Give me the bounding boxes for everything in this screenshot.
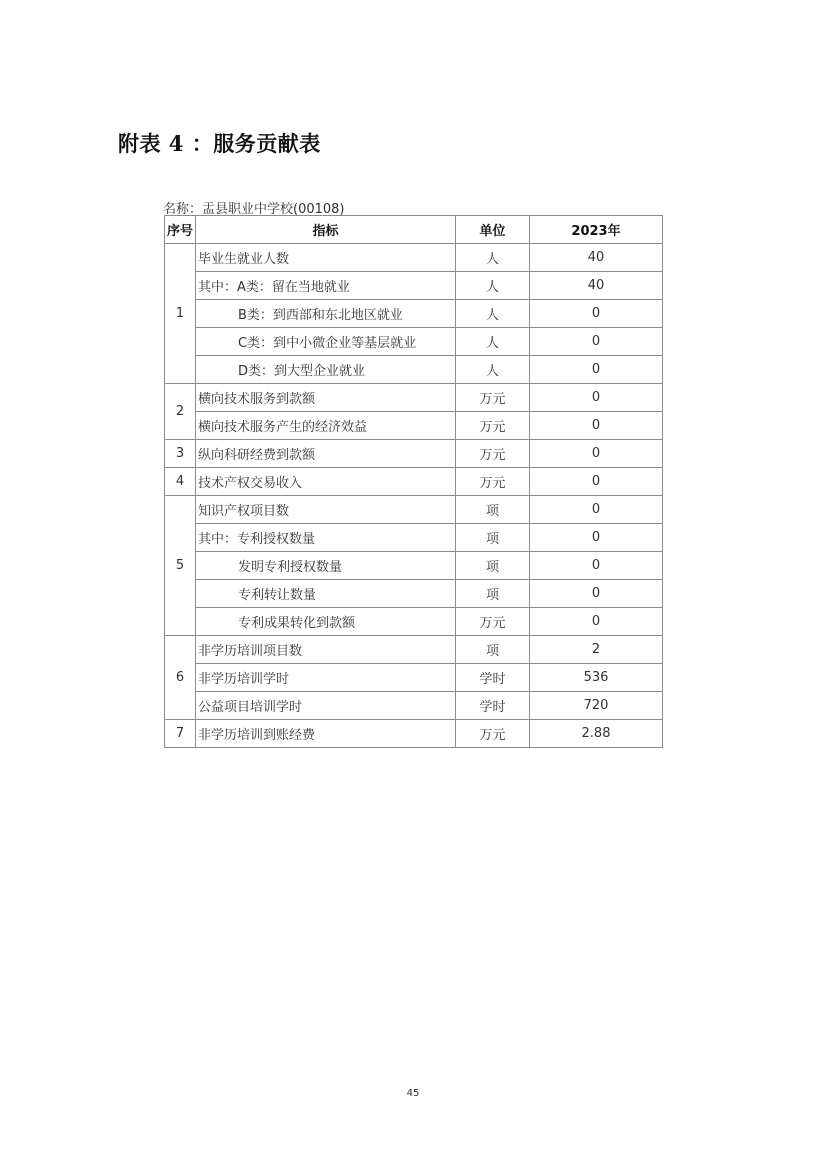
value-cell: 0: [530, 580, 663, 608]
unit-cell: 项: [456, 496, 530, 524]
value-cell: 0: [530, 356, 663, 384]
indicator-cell: 专利成果转化到款额: [196, 608, 456, 636]
header-year: 2023年: [530, 216, 663, 244]
table-row: [165, 412, 663, 440]
value-cell: 40: [530, 244, 663, 272]
unit-cell: 万元: [456, 384, 530, 412]
value-cell: 0: [530, 608, 663, 636]
row-number: 7: [165, 720, 196, 748]
value-cell: 0: [530, 412, 663, 440]
row-number: 4: [165, 468, 196, 496]
table-row: [165, 328, 663, 356]
indicator-cell: 技术产权交易收入: [196, 468, 456, 496]
value-cell: 40: [530, 272, 663, 300]
table-row: [165, 692, 663, 720]
value-cell: 0: [530, 524, 663, 552]
indicator-cell: 纵向科研经费到款额: [196, 440, 456, 468]
indicator-cell: 公益项目培训学时: [196, 692, 456, 720]
page-title: 附表 4 ：服务贡献表: [118, 131, 321, 156]
header-unit: 单位: [456, 216, 530, 244]
value-cell: 0: [530, 552, 663, 580]
table-row: [165, 468, 663, 496]
indicator-cell: 横向技术服务产生的经济效益: [196, 412, 456, 440]
indicator-cell: 专利转让数量: [196, 580, 456, 608]
unit-cell: 万元: [456, 720, 530, 748]
value-cell: 0: [530, 300, 663, 328]
table-row: [165, 300, 663, 328]
unit-cell: 万元: [456, 440, 530, 468]
indicator-cell: 其中：专利授权数量: [196, 524, 456, 552]
table-row: [165, 272, 663, 300]
row-number: 6: [165, 636, 196, 720]
indicator-cell: 发明专利授权数量: [196, 552, 456, 580]
value-cell: 2: [530, 636, 663, 664]
header-no: 序号: [165, 216, 196, 244]
school-name: 名称：盂县职业中学校(00108): [163, 202, 345, 217]
table-header-row: [165, 216, 663, 244]
table-row: [165, 664, 663, 692]
table-row: [165, 636, 663, 664]
value-cell: 0: [530, 496, 663, 524]
unit-cell: 人: [456, 272, 530, 300]
unit-cell: 项: [456, 524, 530, 552]
table-row: [165, 440, 663, 468]
indicator-cell: 知识产权项目数: [196, 496, 456, 524]
indicator-cell: 非学历培训学时: [196, 664, 456, 692]
value-cell: 720: [530, 692, 663, 720]
unit-cell: 项: [456, 636, 530, 664]
value-cell: 0: [530, 328, 663, 356]
table-row: [165, 524, 663, 552]
unit-cell: 万元: [456, 608, 530, 636]
unit-cell: 人: [456, 328, 530, 356]
unit-cell: 人: [456, 356, 530, 384]
indicator-cell: 非学历培训项目数: [196, 636, 456, 664]
value-cell: 536: [530, 664, 663, 692]
indicator-cell: D类：到大型企业就业: [196, 356, 456, 384]
value-cell: 0: [530, 384, 663, 412]
table-row: [165, 580, 663, 608]
row-number: 3: [165, 440, 196, 468]
header-indicator: 指标: [196, 216, 456, 244]
unit-cell: 万元: [456, 412, 530, 440]
row-number: 5: [165, 496, 196, 636]
indicator-cell: B类：到西部和东北地区就业: [196, 300, 456, 328]
unit-cell: 学时: [456, 692, 530, 720]
unit-cell: 万元: [456, 468, 530, 496]
table-row: [165, 244, 663, 272]
indicator-cell: 横向技术服务到款额: [196, 384, 456, 412]
indicator-cell: C类：到中小微企业等基层就业: [196, 328, 456, 356]
table-row: [165, 356, 663, 384]
indicator-cell: 非学历培训到账经费: [196, 720, 456, 748]
row-number: 1: [165, 244, 196, 384]
value-cell: 0: [530, 468, 663, 496]
page-number: 45: [406, 1088, 420, 1099]
unit-cell: 人: [456, 244, 530, 272]
table-row: [165, 552, 663, 580]
unit-cell: 项: [456, 580, 530, 608]
service-contribution-table: [164, 215, 663, 748]
value-cell: 0: [530, 440, 663, 468]
table-row: [165, 496, 663, 524]
row-number: 2: [165, 384, 196, 440]
table-row: [165, 608, 663, 636]
unit-cell: 学时: [456, 664, 530, 692]
unit-cell: 项: [456, 552, 530, 580]
indicator-cell: 其中：A类：留在当地就业: [196, 272, 456, 300]
table-row: [165, 384, 663, 412]
unit-cell: 人: [456, 300, 530, 328]
table-row: [165, 720, 663, 748]
indicator-cell: 毕业生就业人数: [196, 244, 456, 272]
value-cell: 2.88: [530, 720, 663, 748]
